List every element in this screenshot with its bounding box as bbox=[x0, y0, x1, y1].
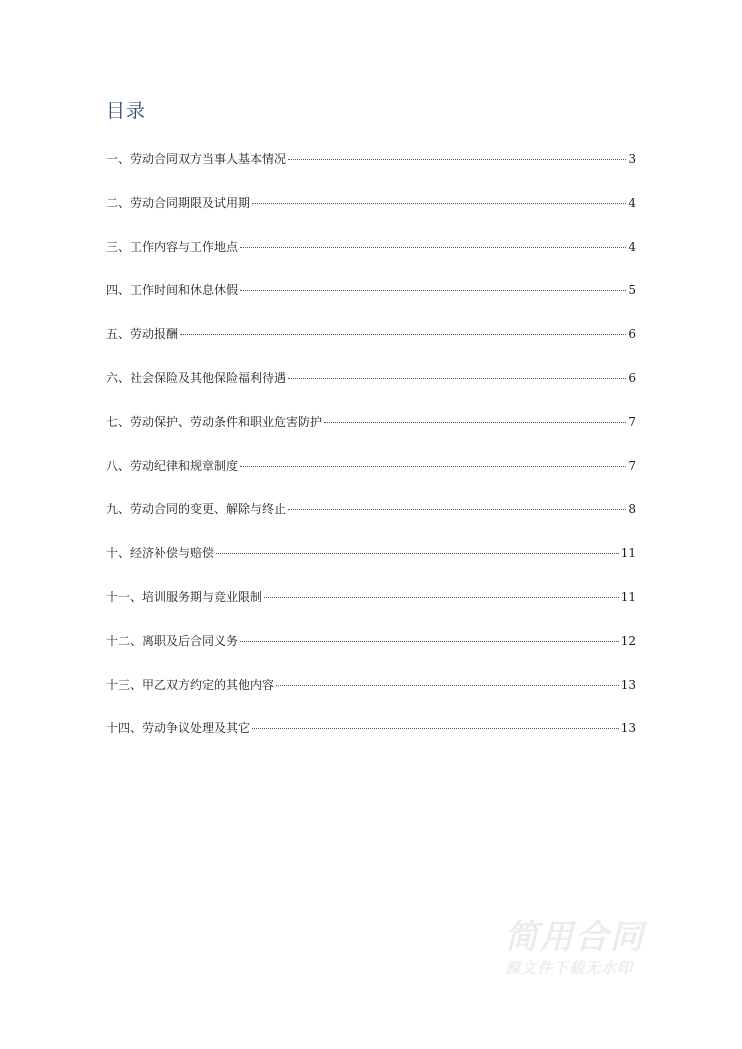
toc-entry-label: 九、劳动合同的变更、解除与终止 bbox=[106, 502, 287, 517]
toc-entry-page: 8 bbox=[628, 502, 636, 517]
toc-entry-label: 二、劳动合同期限及试用期 bbox=[106, 195, 251, 210]
toc-entry-label: 十四、劳动争议处理及其它 bbox=[106, 721, 251, 736]
toc-dot-leader bbox=[240, 247, 626, 248]
toc-entry-page: 5 bbox=[628, 283, 636, 298]
watermark-sub-text: 源文件下载无水印 bbox=[505, 959, 634, 977]
toc-entry-label: 八、劳动纪律和规章制度 bbox=[106, 458, 239, 473]
toc-entry-label: 三、工作内容与工作地点 bbox=[106, 239, 239, 254]
toc-entry-label: 十二、离职及后合同义务 bbox=[106, 633, 239, 648]
toc-entry[interactable] bbox=[106, 369, 636, 413]
toc-dot-leader bbox=[252, 728, 619, 729]
toc-entry[interactable] bbox=[106, 194, 636, 238]
toc-entry[interactable] bbox=[106, 238, 636, 282]
toc-entry-page: 3 bbox=[628, 152, 636, 166]
toc-title: 目录 bbox=[106, 100, 147, 122]
toc-dot-leader bbox=[240, 641, 619, 642]
toc-entry-label: 五、劳动报酬 bbox=[106, 327, 179, 342]
watermark bbox=[505, 917, 695, 977]
toc-dot-leader bbox=[216, 553, 619, 554]
toc-entry-page: 13 bbox=[620, 677, 636, 692]
toc-dot-leader bbox=[240, 466, 626, 467]
toc-entry-page: 7 bbox=[628, 458, 636, 473]
toc-entry-label: 十、经济补偿与赔偿 bbox=[106, 546, 215, 561]
toc-dot-leader bbox=[276, 685, 619, 686]
toc-entry-label: 十一、培训服务期与竞业限制 bbox=[106, 589, 263, 604]
toc-entry[interactable] bbox=[106, 413, 636, 457]
toc-entry[interactable] bbox=[106, 325, 636, 369]
toc-entry-label: 四、工作时间和休息休假 bbox=[106, 283, 239, 298]
toc-entry-page: 7 bbox=[628, 414, 636, 429]
toc-entry[interactable] bbox=[106, 544, 636, 588]
toc-entry-page: 4 bbox=[628, 239, 636, 254]
toc-dot-leader bbox=[264, 597, 619, 598]
toc-entry-page: 12 bbox=[620, 633, 636, 648]
toc-entry-page: 6 bbox=[628, 327, 636, 342]
toc-dot-leader bbox=[288, 378, 626, 379]
toc-entry-page: 4 bbox=[628, 195, 636, 210]
toc-dot-leader bbox=[180, 334, 626, 335]
toc-dot-leader bbox=[324, 422, 626, 423]
toc-entry-page: 13 bbox=[620, 721, 636, 736]
toc-entry-label: 一、劳动合同双方当事人基本情况 bbox=[106, 152, 287, 166]
toc-entry[interactable] bbox=[106, 588, 636, 632]
toc-list bbox=[106, 150, 636, 763]
toc-entry-page: 6 bbox=[628, 370, 636, 385]
toc-entry-label: 七、劳动保护、劳动条件和职业危害防护 bbox=[106, 414, 323, 429]
toc-entry[interactable] bbox=[106, 150, 636, 194]
toc-dot-leader bbox=[252, 203, 626, 204]
toc-entry[interactable] bbox=[106, 676, 636, 720]
toc-entry-page: 11 bbox=[620, 546, 636, 561]
toc-entry[interactable] bbox=[106, 632, 636, 676]
toc-dot-leader bbox=[288, 509, 626, 510]
toc-entry-label: 六、社会保险及其他保险福利待遇 bbox=[106, 370, 287, 385]
toc-entry[interactable] bbox=[106, 719, 636, 763]
toc-entry[interactable] bbox=[106, 457, 636, 501]
toc-dot-leader bbox=[288, 159, 626, 160]
toc-entry[interactable] bbox=[106, 500, 636, 544]
toc-dot-leader bbox=[240, 290, 626, 291]
toc-entry-label: 十三、甲乙双方约定的其他内容 bbox=[106, 677, 275, 692]
watermark-main-text: 简用合同 bbox=[505, 917, 645, 956]
toc-entry-page: 11 bbox=[620, 589, 636, 604]
toc-entry[interactable] bbox=[106, 281, 636, 325]
